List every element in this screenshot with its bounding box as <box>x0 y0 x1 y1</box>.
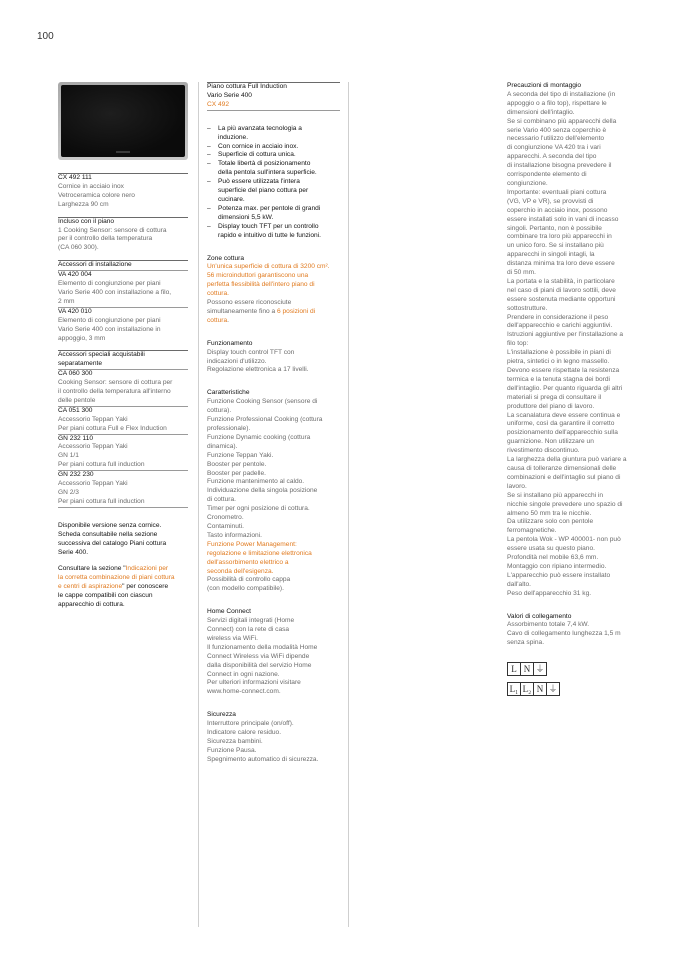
installation-title: Precauzioni di montaggio <box>507 82 582 89</box>
two-phase-symbol <box>507 682 640 696</box>
installation-line: lavoro. <box>507 482 527 490</box>
note-text <box>58 565 188 574</box>
installation-line: filo top: <box>507 340 529 348</box>
characteristic-text: Booster per padelle. <box>207 469 267 477</box>
accessory-detail: Vario Serie 400 con installazione a filo, <box>58 288 172 296</box>
zone-text: simultaneamente fino a 6 posizioni di <box>207 307 316 315</box>
installation-line: di installazione bisogna prevedere il <box>507 162 612 170</box>
home-connect-text: dalla disponibilità del servizio Home <box>207 661 312 669</box>
characteristic-text: Booster per pentole. <box>207 460 267 468</box>
installation-line: combinazioni e dell'intaglio sul piano di <box>507 473 621 481</box>
function-title: Funzionamento <box>207 339 253 347</box>
characteristic-highlight: seconda dell'esigenza. <box>207 567 274 575</box>
safety-text: Spegnimento automatico di sicurezza. <box>207 755 319 763</box>
installation-line: Montaggio con ripiano intermedio. <box>507 562 607 570</box>
installation-line: appoggio o a filo top), rispettare le <box>507 99 607 107</box>
single-phase-symbol <box>507 662 640 676</box>
installation-line: causa di tolleranze dimensionali delle <box>507 464 617 472</box>
accessory-detail: appoggio, 3 mm <box>58 334 106 342</box>
installation-line: La larghezza della giuntura può variare a <box>507 456 627 464</box>
zone-text: Possono essere riconosciute <box>207 299 292 307</box>
installation-line: dimensioni dell'intaglio. <box>507 108 575 116</box>
installation-line: apparecchi in singoli intagli, la <box>507 251 595 259</box>
installation-line: apparecchi. A seconda del tipo <box>507 153 597 161</box>
column-divider <box>348 82 349 927</box>
note-link-text[interactable]: Indicazioni per <box>125 565 169 573</box>
zone-highlight: Un'unica superficie di cottura di 3200 cm². <box>207 263 330 271</box>
zone-highlight: cottura. <box>207 290 229 298</box>
characteristic-text: cottura). <box>207 407 232 415</box>
note-text: Serie 400. <box>58 548 89 556</box>
installation-line: A seconda del tipo di installazione (in <box>507 90 616 98</box>
installation-line: dell'apparecchio e carichi aggiuntivi. <box>507 322 613 330</box>
installation-line: produttore del piano di lavoro. <box>507 402 595 410</box>
characteristic-text: dinamica). <box>207 442 238 450</box>
home-connect-text: Per ulteriori informazioni visitare <box>207 679 301 687</box>
characteristic-text: Funzione Cooking Sensor (sensore di <box>207 398 318 406</box>
function-text: indicazioni d'utilizzo. <box>207 357 267 365</box>
installation-line: congiunzione. <box>507 179 548 187</box>
installation-line: coperchio in acciaio inox, possono <box>507 206 608 214</box>
left-column <box>58 82 188 610</box>
accessory-code: VA 420 010 <box>58 307 92 315</box>
installation-line: L'apparecchio può essere installato <box>507 571 611 579</box>
zone-highlight: perfetta flessibilità dell'intero piano di <box>207 281 315 289</box>
installation-line: posizionamento dell'apparecchio sulla <box>507 429 618 437</box>
model-detail: Cornice in acciaio inox <box>58 182 124 190</box>
characteristic-text: Contaminuti. <box>207 522 245 530</box>
accessory-detail: Per piani cottura Full e Flex Induction <box>58 424 167 432</box>
included-detail: per il controllo della temperatura <box>58 235 153 243</box>
feature-item: – Totale libertà di posizionamento della pentola sull'intera superficie. <box>207 160 317 177</box>
middle-column <box>207 82 340 765</box>
note-text: Scheda consultabile nella sezione <box>58 530 158 538</box>
installation-line: nicchie singole prevedere uno spazio di <box>507 500 623 508</box>
installation-line: uniforme, così da garantire il corretto <box>507 420 615 428</box>
accessory-detail: Cooking Sensor: sensore di cottura per <box>58 379 173 387</box>
installation-line: La pentola Wok - WP 400001- non può <box>507 536 621 544</box>
installation-line: essere installati solo in vani di incasso <box>507 215 619 223</box>
installation-line: Profondità nel mobile 63,6 mm. <box>507 554 599 562</box>
accessory-detail: Per piani cottura full induction <box>58 461 145 469</box>
feature-item: – Con cornice in acciaio inox. <box>207 142 299 150</box>
installation-line: Prendere in considerazione il peso <box>507 313 609 321</box>
accessory-detail: GN 1/1 <box>58 452 79 460</box>
installation-line: Da utilizzare solo con pentole <box>507 518 594 526</box>
characteristic-text: Cronometro. <box>207 514 244 522</box>
feature-item: – Potenza max. per pentole di grandi dimensioni 5,5 kW. <box>207 204 321 221</box>
characteristic-text: Individuazione della singola posizione <box>207 487 318 495</box>
product-series: Vario Serie 400 <box>207 91 252 99</box>
installation-line: rivestimento discontinuo. <box>507 447 580 455</box>
installation-line: serie Vario 400 senza coperchio è <box>507 126 607 134</box>
characteristic-text: professionale). <box>207 425 251 432</box>
installation-line: corrispondente elemento di <box>507 171 587 179</box>
accessory-detail: Accessorio Teppan Yaki <box>58 415 128 423</box>
connection-title: Valori di collegamento <box>507 612 572 620</box>
characteristic-highlight: Funzione Power Management: <box>207 540 297 548</box>
product-image <box>58 82 188 160</box>
characteristic-text: Funzione Dynamic cooking (cottura <box>207 433 311 441</box>
installation-line: dell'intaglio. Per quanto riguarda gli altri <box>507 384 623 392</box>
included-detail: (CA 060 300). <box>58 244 99 252</box>
feature-item: – Può essere utilizzata l'intera superficie del piano cottura per cucinare. <box>207 178 309 203</box>
home-connect-text: Servizi digitali integrati (Home <box>207 617 295 625</box>
installation-line: La portata e la stabilità, in particolare <box>507 277 615 285</box>
feature-list <box>207 125 340 241</box>
line-symbol: L <box>507 662 521 676</box>
accessory-detail: 2 mm <box>58 297 75 305</box>
characteristic-text: Timer per ogni posizione di cottura. <box>207 505 310 513</box>
right-column <box>507 82 640 696</box>
characteristic-highlight: dell'assorbimento elettrico a <box>207 558 289 566</box>
neutral-symbol: N <box>534 682 547 696</box>
installation-line: pietra, sintetici o in legno massello. <box>507 358 610 366</box>
installation-line: singoli. Pertanto, non è possibile <box>507 224 602 232</box>
characteristic-text: Funzione mantenimento al caldo. <box>207 478 305 486</box>
special-accessories-title: separatamente <box>58 360 102 368</box>
model-code: CX 492 111 <box>58 174 92 181</box>
accessory-code: GN 232 110 <box>58 434 94 442</box>
installation-line: dall'alto. <box>507 580 531 588</box>
column-divider <box>198 82 199 927</box>
safety-text: Sicurezza bambini. <box>207 738 263 745</box>
accessory-detail: Elemento di congiunzione per piani <box>58 316 161 324</box>
characteristic-text: Funzione Teppan Yaki. <box>207 451 274 459</box>
accessory-detail: Elemento di congiunzione per piani <box>58 280 161 288</box>
installation-line: Peso dell'apparecchio 31 kg. <box>507 589 592 597</box>
characteristic-text: di cottura. <box>207 496 236 504</box>
installation-line: materiali si prega di consultare il <box>507 393 602 401</box>
home-connect-text: Connect in ogni nazione. <box>207 670 280 678</box>
safety-text: Funzione Pausa. <box>207 746 257 754</box>
accessory-code: CA 051 300 <box>58 406 93 414</box>
installation-line: un unico foro. Se si installano più <box>507 242 604 250</box>
product-model: CX 492 <box>207 100 229 108</box>
zone-highlight: 56 microinduttori garantiscono una <box>207 272 309 280</box>
installation-text <box>507 91 640 599</box>
characteristics-title: Caratteristiche <box>207 389 250 397</box>
function-text: Regolazione elettronica a 17 livelli. <box>207 366 309 374</box>
installation-line: di congiunzione VA 420 tra i vari <box>507 144 601 152</box>
note-text: successiva del catalogo Piani cottura <box>58 539 167 547</box>
model-detail: Larghezza 90 cm <box>58 200 109 208</box>
safety-text: Indicatore calore residuo. <box>207 729 282 737</box>
home-connect-title: Home Connect <box>207 608 251 616</box>
installation-line: combinare tra loro più apparecchi in <box>507 233 612 241</box>
note-text: apparecchio di cottura. <box>58 601 125 609</box>
installation-line: La scanalatura deve essere continua e <box>507 411 621 419</box>
note-text-part: " per conoscere <box>122 583 169 591</box>
safety-title: Sicurezza <box>207 711 236 719</box>
neutral-symbol: N <box>521 662 534 676</box>
characteristic-text: Possibilità di controllo cappa <box>207 576 291 584</box>
feature-item: – Display touch TFT per un controllo rapido e intuitivo di tutte le funzioni. <box>207 222 321 239</box>
characteristic-text: Tasto informazioni. <box>207 531 262 539</box>
characteristic-text: Funzione Professional Cooking (cottura <box>207 416 323 424</box>
home-connect-text: wireless via WiFi. <box>207 634 258 642</box>
connection-text: senza spina. <box>507 639 545 647</box>
line2-symbol: L₂ <box>521 682 534 696</box>
installation-line: guarnizione. Non utilizzare un <box>507 438 594 446</box>
accessory-detail: GN 2/3 <box>58 489 79 496</box>
home-connect-text: Connect Wireless via WiFi dipende <box>207 652 310 660</box>
installation-line: (VG, VP e VR), se provvisti di <box>507 197 594 205</box>
installation-line: sottostrutture. <box>507 304 548 312</box>
installation-line: L'installazione è possibile in piani di <box>507 349 611 357</box>
zone-title: Zone cottura <box>207 254 245 262</box>
accessories-title: Accessori di installazione <box>58 261 132 269</box>
installation-line: Se si combinano più apparecchi della <box>507 117 617 125</box>
installation-line: Devono essere rispettate la resistenza <box>507 367 620 374</box>
installation-line: almeno 50 mm tra le nicchie. <box>507 509 592 517</box>
connection-text: Assorbimento totale 7,4 kW. <box>507 621 590 629</box>
special-accessories-title: Accessori speciali acquistabili <box>58 351 145 359</box>
note-link-text[interactable]: e centri di aspirazione <box>58 583 123 591</box>
installation-line: termica e la tenuta stagna dei bordi <box>507 375 610 383</box>
accessory-code: VA 420 004 <box>58 271 92 279</box>
characteristic-highlight: regolazione e limitazione elettronica <box>207 549 312 557</box>
accessory-code: GN 232 230 <box>58 471 94 479</box>
note-text-part: Consultare la sezione " <box>58 565 126 573</box>
installation-line: Istruzioni aggiuntive per l'installazione a <box>507 331 623 339</box>
page-number: 100 <box>37 31 54 42</box>
installation-line: essere usata su questo piano. <box>507 545 595 553</box>
installation-line: distanza minima tra loro deve essere <box>507 260 615 268</box>
installation-line: Se si installano più apparecchi in <box>507 491 604 499</box>
note-text <box>58 583 188 592</box>
note-text: le cappe compatibili con ciascun <box>58 592 153 600</box>
accessory-detail: il controllo della temperatura all'interno <box>58 388 171 396</box>
ground-icon: ⏚ <box>547 682 560 696</box>
function-text: Display touch control TFT con <box>207 348 295 356</box>
installation-line: necessario l'utilizzo dell'elemento <box>507 135 605 143</box>
accessory-detail: Per piani cottura full induction <box>58 497 145 505</box>
home-connect-link[interactable]: www.home-connect.com. <box>207 688 281 696</box>
installation-line: essere sostenuta mediante opportuni <box>507 295 616 303</box>
accessory-detail: delle pentole <box>58 396 96 404</box>
model-detail: Vetroceramica colore nero <box>58 191 135 199</box>
included-detail: 1 Cooking Sensor: sensore di cottura <box>58 226 167 234</box>
accessory-detail: Accessorio Teppan Yaki <box>58 480 128 488</box>
accessory-detail: Vario Serie 400 con installazione in <box>58 325 161 333</box>
zone-text: cottura. <box>207 316 230 324</box>
feature-item: – La più avanzata tecnologia a induzione. <box>207 124 302 141</box>
ground-icon: ⏚ <box>534 662 547 676</box>
installation-line: ferromagnetiche. <box>507 527 557 535</box>
installation-line: nel caso di piani di lavoro sottili, deve <box>507 286 616 294</box>
installation-line: di 50 mm. <box>507 269 536 277</box>
feature-item: – Superficie di cottura unica. <box>207 151 296 159</box>
characteristic-text: (con modello compatibile). <box>207 585 284 593</box>
accessory-code: CA 060 300 <box>58 370 93 378</box>
connection-text: Cavo di collegamento lunghezza 1,5 m <box>507 630 621 638</box>
installation-line: Importante: eventuali piani cottura <box>507 188 607 196</box>
line1-symbol: L₁ <box>507 682 521 696</box>
included-title: Incluso con il piano <box>58 217 115 225</box>
note-text: Disponibile versione senza cornice. <box>58 521 162 529</box>
home-connect-text: Il funzionamento della modalità Home <box>207 643 318 651</box>
safety-text: Interruttore principale (on/off). <box>207 720 294 728</box>
accessory-detail: Accessorio Teppan Yaki <box>58 443 128 451</box>
note-link-text[interactable]: la corretta combinazione di piani cottura <box>58 574 175 582</box>
tft-display-graphic <box>116 151 130 153</box>
product-title: Piano cottura Full Induction <box>207 83 287 90</box>
home-connect-text: Connect) con la rete di casa <box>207 626 290 634</box>
